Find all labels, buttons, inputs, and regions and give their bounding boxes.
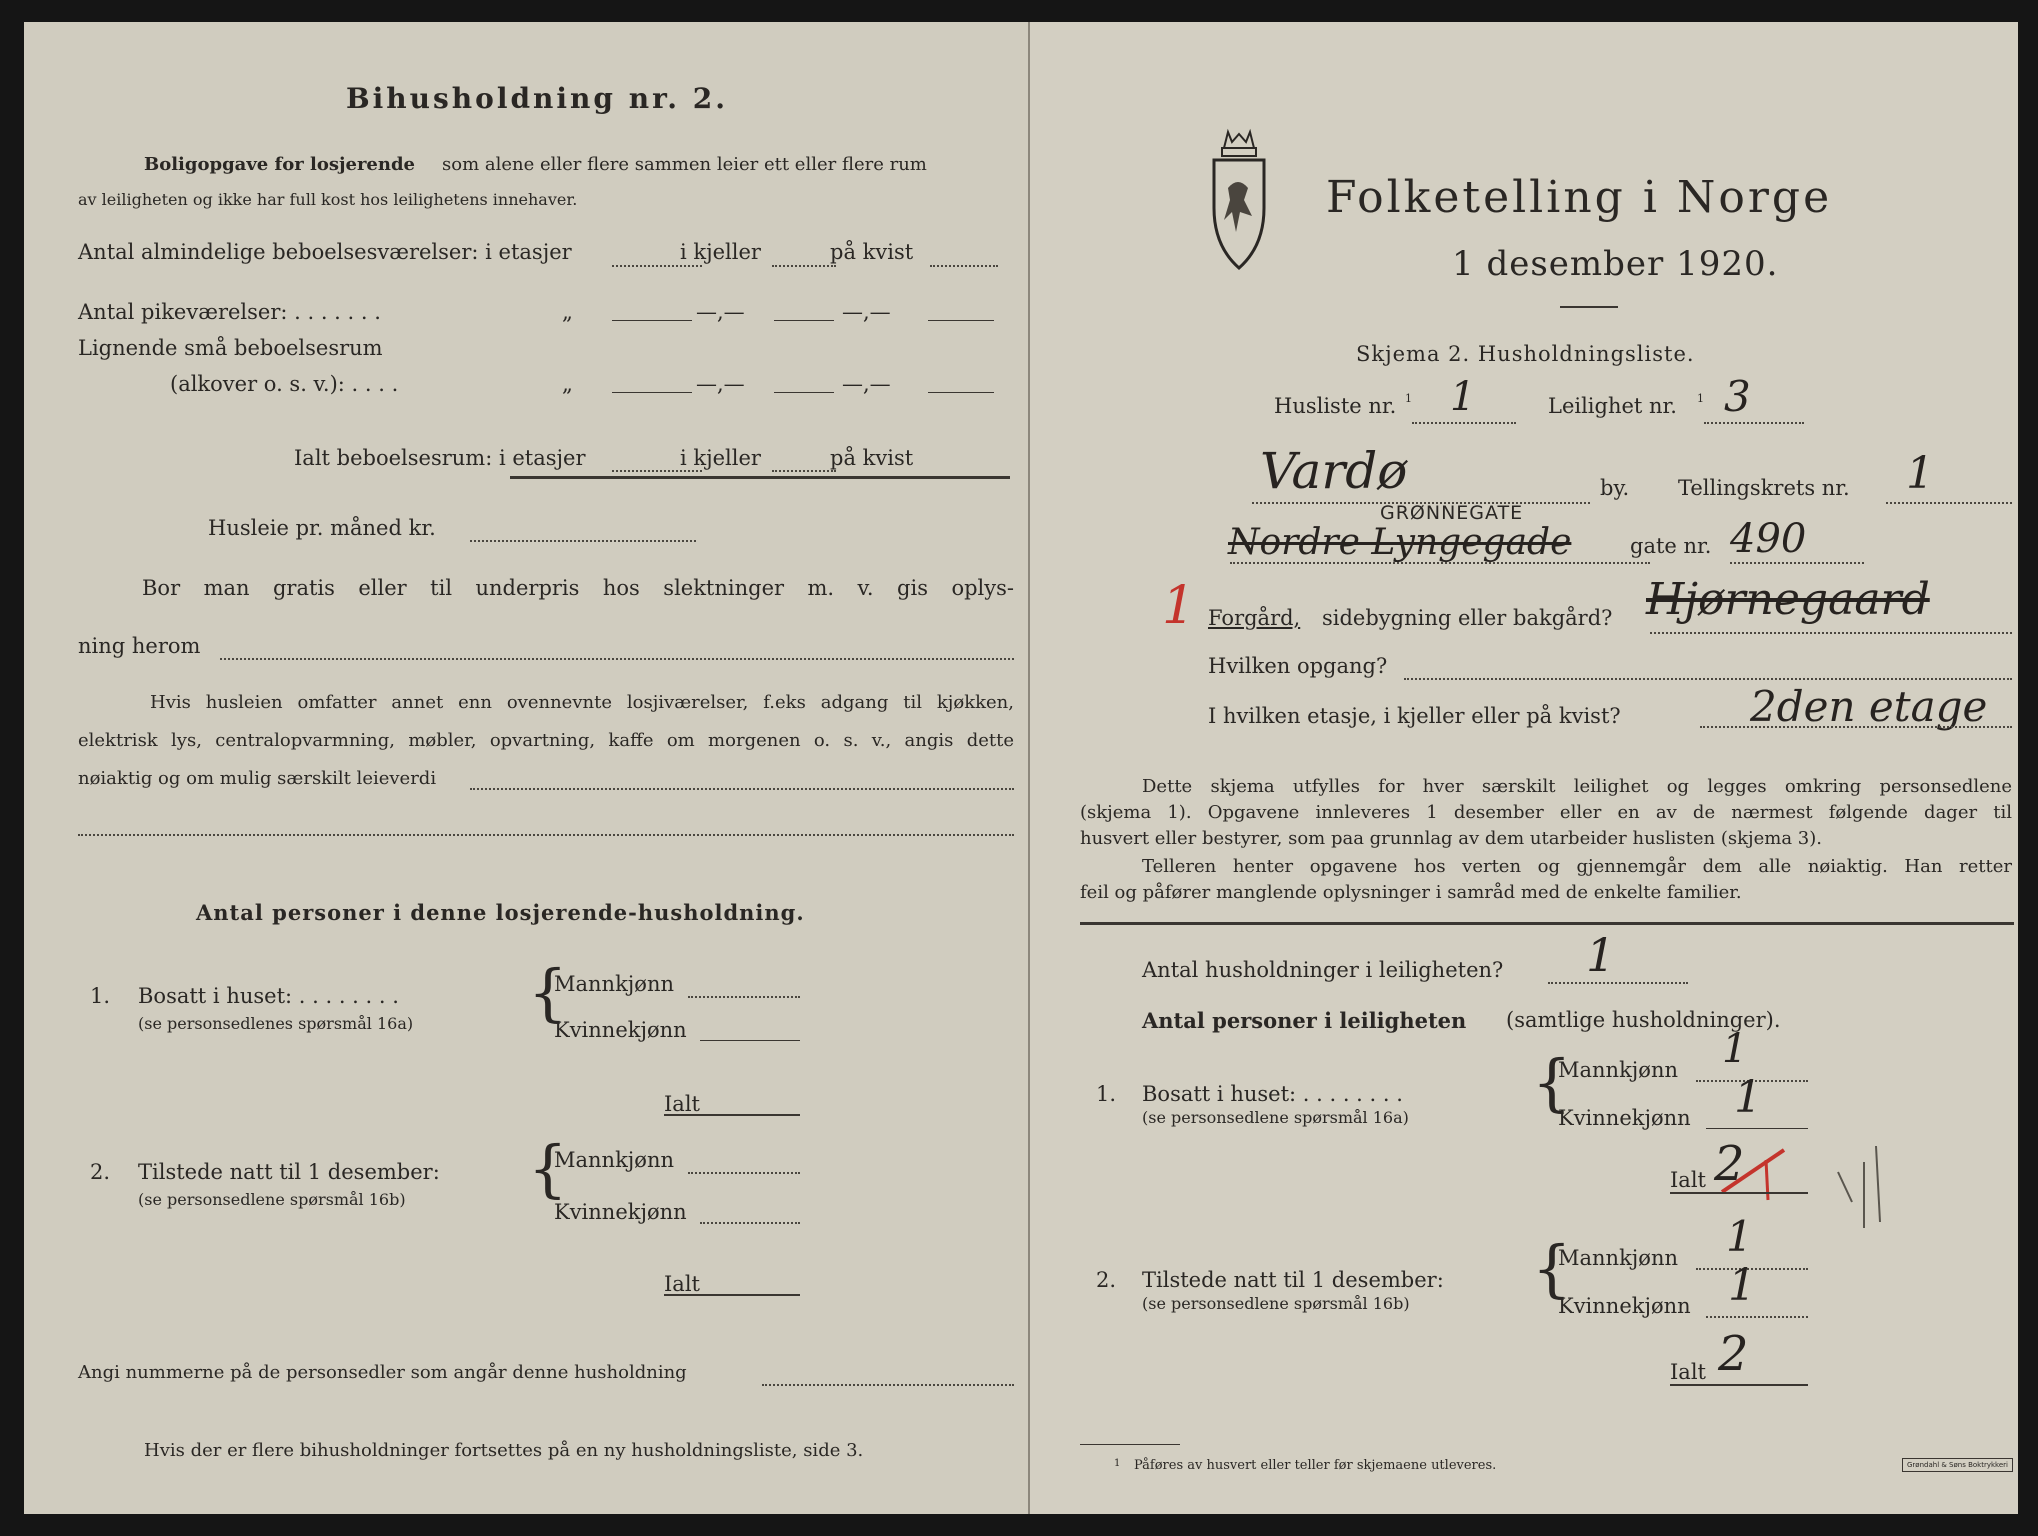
q2-number: 2. [90,1160,111,1184]
q1-male-label: Mannkjønn [554,972,675,996]
total-attic: på kvist [830,446,914,470]
street-stamp: GRØNNEGATE [1380,502,1524,524]
leilighet-footnote-mark: 1 [1697,392,1704,405]
opgang-line [1404,678,2012,680]
q1-total-label: Ialt [664,1092,700,1116]
note-line-3: husvert eller bestyrer, som paa grunnlag av dem utarbeider huslisten (skjema 3). [1080,828,1822,849]
leilighet-value: 3 [1724,372,1751,421]
q2-female-label: Kvinnekjønn [554,1200,687,1224]
city-value: Vardø [1260,442,1408,500]
left-title: Bihusholdning nr. 2. [346,82,728,115]
total-etasjer-line [612,470,702,472]
r-q1-brace: { [1532,1046,1572,1119]
q1-brace: { [528,956,568,1029]
households-line [1548,982,1688,984]
r-q1-male-label: Mannkjønn [1558,1058,1679,1082]
r-q2-total-line [1670,1384,1808,1386]
husliste-value: 1 [1450,374,1476,420]
street-line [1230,562,1650,564]
q2-female-line [700,1222,800,1224]
leilighet-label: Leilighet nr. [1548,394,1677,418]
q2-sub: (se personsedlene spørsmål 16b) [138,1190,406,1209]
households-value: 1 [1586,928,1616,982]
q2-total-label: Ialt [664,1272,700,1296]
note-line-5: feil og påfører manglende oplysninger i samråd med de enkelte familier. [1080,882,1742,903]
coat-of-arms-icon [1208,128,1270,278]
by-label: by. [1600,476,1630,500]
q2-male-line [688,1172,800,1174]
alcove-quote: „ [562,372,573,396]
q1-female-label: Kvinnekjønn [554,1018,687,1042]
extra-text-1: Hvis husleien omfatter annet enn ovennevnte losjiværelser, f.eks adgang til kjøkken, [150,692,1014,713]
r-q2-male-value: 1 [1726,1212,1753,1261]
r-q1-number: 1. [1096,1082,1117,1106]
q1-sub: (se personsedlenes spørsmål 16a) [138,1014,414,1033]
right-title: Folketelling i Norge [1326,172,1833,223]
persons-heading-rest: (samtlige husholdninger). [1506,1008,1781,1032]
r-q1-sub: (se personsedlene spørsmål 16a) [1142,1108,1409,1127]
persons-heading: Antal personer i leiligheten [1142,1008,1467,1033]
alcove-line-2 [774,392,834,393]
tellingskrets-line [1886,502,2012,504]
maid-rooms-label: Antal pikeværelser: . . . . . . . [78,300,381,324]
opgang-label: Hvilken opgang? [1208,654,1388,678]
forgard-value: Hjørnegaard [1646,574,1930,625]
extra-line-1 [470,788,1014,790]
rooms-cellar-line [772,265,836,267]
note-line-1: Dette skjema utfylles for hver særskilt leilighet og legges omkring personsedlene [1142,776,2012,797]
free-rent-text-2: ning herom [78,634,201,658]
husliste-label: Husliste nr. [1274,394,1397,418]
r-q1-total-label: Ialt [1670,1168,1706,1192]
left-page [24,22,1028,1514]
q1-female-line [700,1040,800,1041]
maid-line-1 [612,320,692,321]
extra-text-2: elektrisk lys, centralopvarmning, møbler, opvartning, kaffe om morgenen o. s. v., angis dette [78,730,1014,751]
tellingskrets-label: Tellingskrets nr. [1678,476,1850,500]
rooms-attic: på kvist [830,240,914,264]
pencil-tally-mark [1830,1132,1890,1232]
note-line-2: (skjema 1). Opgavene innleveres 1 desember eller en av de nærmest følgende dager til [1080,802,2012,823]
extra-line-2 [78,834,1014,836]
maid-dash-2: —,— [842,300,891,324]
footnote-rule [1080,1444,1180,1445]
r-q2-number: 2. [1096,1268,1117,1292]
forgard-red-mark: 1 [1162,576,1196,636]
total-rooms-label: Ialt beboelsesrum: i etasjer [294,446,586,470]
leilighet-line [1704,422,1804,424]
r-q1-total-value: 2 [1714,1136,1745,1192]
r-q2-female-line [1706,1316,1808,1318]
free-rent-line [220,658,1014,660]
rooms-etasjer-line [612,265,702,267]
gate-line [1730,562,1864,564]
similar-small-label: Lignende små beboelsesrum [78,336,383,360]
maid-line-3 [928,320,994,321]
intro-bold: Boligopgave for losjerende [144,154,416,175]
husliste-line [1412,422,1516,424]
right-page [1028,22,2018,1514]
alcove-dash-1: —,— [696,372,745,396]
alcove-line-3 [928,392,994,393]
r-q2-label: Tilstede natt til 1 desember: [1142,1268,1444,1292]
maid-quote: „ [562,300,573,324]
r-q1-male-value: 1 [1722,1026,1748,1072]
alcoves-label: (alkover o. s. v.): . . . . [170,372,399,396]
r-q1-label: Bosatt i huset: . . . . . . . . [1142,1082,1403,1106]
alcove-line-1 [612,392,692,393]
q1-male-line [688,996,800,998]
etasje-value: 2den etage [1750,682,1988,731]
etasje-label: I hvilken etasje, i kjeller eller på kvist? [1208,704,1621,728]
maid-line-2 [774,320,834,321]
total-cellar: i kjeller [680,446,761,470]
total-cellar-line [772,470,836,472]
q2-male-label: Mannkjønn [554,1148,675,1172]
r-q1-female-line [1706,1128,1808,1129]
r-q2-total-label: Ialt [1670,1360,1706,1384]
rooms-cellar: i kjeller [680,240,761,264]
census-date: 1 desember 1920. [1452,244,1779,284]
note-line-4: Telleren henter opgavene hos verten og gjennemgår dem alle nøiaktig. Han retter [1142,856,2012,877]
numbers-line [762,1384,1014,1386]
r-q1-female-label: Kvinnekjønn [1558,1106,1691,1130]
persons-heading: Antal personer i denne losjerende-husholdning. [196,900,805,925]
title-rule [1560,306,1618,308]
r-q2-male-label: Mannkjønn [1558,1246,1679,1270]
r-q1-total-line [1670,1192,1808,1194]
q2-total-line [664,1294,800,1296]
r-q1-female-value: 1 [1734,1072,1762,1123]
rooms-attic-line [930,265,998,267]
r-q2-female-label: Kvinnekjønn [1558,1294,1691,1318]
forgard-label: Forgård, [1208,606,1301,630]
r-q2-sub: (se personsedlene spørsmål 16b) [1142,1294,1410,1313]
red-check-mark [1716,1142,1790,1204]
footnote-mark: 1 [1114,1458,1121,1469]
r-q2-brace: { [1532,1232,1572,1305]
extra-text-3: nøiaktig og om mulig særskilt leieverdi [78,768,437,789]
q1-number: 1. [90,984,111,1008]
gate-label: gate nr. [1630,534,1712,558]
total-underline [510,476,1010,479]
intro-line2: av leiligheten og ikke har full kost hos leilighetens innehaver. [78,190,578,209]
tellingskrets-value: 1 [1906,448,1934,499]
street-struck-value: Nordre Lyngegade [1228,522,1572,563]
schema-label: Skjema 2. Husholdningsliste. [1356,342,1695,366]
maid-dash-1: —,— [696,300,745,324]
households-label: Antal husholdninger i leiligheten? [1142,958,1504,982]
footnote-text: Påføres av husvert eller teller før skjemaene utleveres. [1134,1458,1497,1473]
note-rule [1080,922,2014,925]
gate-value: 490 [1730,516,1807,562]
printer-mark: Grøndahl & Søns Boktrykkeri [1902,1458,2013,1472]
forgard-line [1650,632,2012,634]
forgard-rest: sidebygning eller bakgård? [1322,606,1613,630]
rent-line [470,540,696,542]
alcove-dash-2: —,— [842,372,891,396]
q2-label: Tilstede natt til 1 desember: [138,1160,440,1184]
q1-label: Bosatt i huset: . . . . . . . . [138,984,399,1008]
rooms-label: Antal almindelige beboelsesværelser: i etasjer [78,240,572,264]
intro-rest: som alene eller flere sammen leier ett eller flere rum [442,154,927,175]
q1-total-line [664,1114,800,1116]
rent-label: Husleie pr. måned kr. [208,516,436,540]
continue-note: Hvis der er flere bihusholdninger fortsettes på en ny husholdningsliste, side 3. [144,1440,864,1461]
r-q2-female-value: 1 [1728,1260,1756,1311]
etasje-line [1700,726,2012,728]
r-q2-total-value: 2 [1718,1326,1749,1382]
free-rent-text: Bor man gratis eller til underpris hos slektninger m. v. gis oplys- [142,576,1014,600]
husliste-footnote-mark: 1 [1405,392,1412,405]
q2-brace: { [528,1132,568,1205]
numbers-note: Angi nummerne på de personsedler som angår denne husholdning [78,1362,687,1383]
